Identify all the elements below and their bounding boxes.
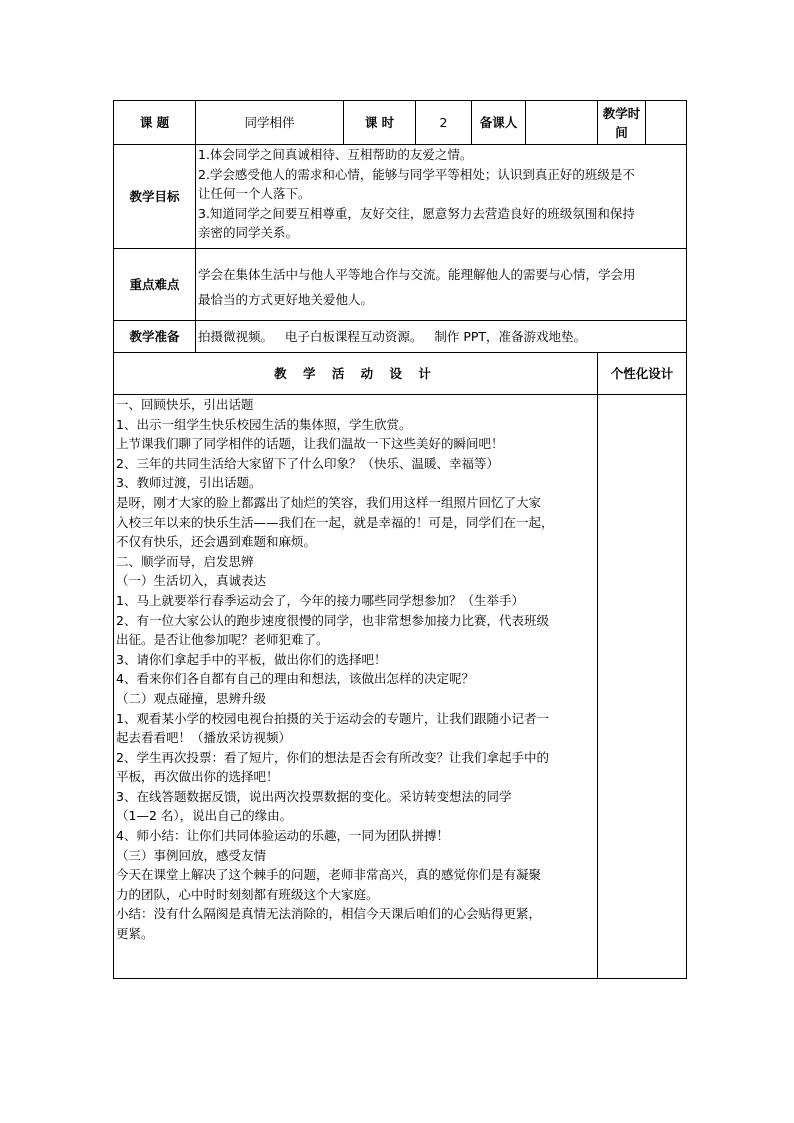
design-line: 1、观看某小学的校园电视台拍摄的关于运动会的专题片，让我们跟随小记者一 [116,710,549,726]
preparer-value [526,101,598,145]
topic-value: 同学相伴 [196,101,344,145]
design-line: 力的团队，心中时时刻刻都有班级这个大家庭。 [116,886,379,902]
design-line: 是呀，刚才大家的脸上都露出了灿烂的笑容，我们用这样一组照片回忆了大家 [116,494,542,510]
design-line: 入校三年以来的快乐生活——我们在一起，就是幸福的！可是，同学们在一起， [116,514,554,530]
prep-content: 拍摄微视频。 电子白板课程互动资源。 制作 PPT，准备游戏地垫。 [196,321,687,353]
time-label: 教学时间 [598,101,646,145]
goals-line: 亲密的同学关系。 [198,225,299,240]
goals-line: 3.知道同学之间要互相尊重，友好交往，愿意努力去营造良好的班级氛围和保持 [198,205,635,221]
design-line: 出征。是否让他参加呢？老师犯难了。 [116,632,329,648]
hours-label: 课 时 [344,101,416,145]
design-line: 2、三年的共同生活给大家留下了什么印象？（快乐、温暖、幸福等） [116,455,499,471]
goals-content [196,145,687,249]
design-line: 二、顺学而导，启发思辨 [116,553,254,569]
topic-label: 课 题 [114,101,196,145]
design-line: 3、请你们拿起手中的平板，做出你们的选择吧！ [116,651,387,667]
design-title: 教 学 活 动 设 计 [114,353,598,395]
goals-label: 教学目标 [114,145,196,249]
design-line: 1、马上就要举行春季运动会了，今年的接力哪些同学想参加？（生举手） [116,592,524,608]
design-line: 4、看来你们各自都有自己的理由和想法，该做出怎样的决定呢？ [116,671,474,687]
design-content [114,395,598,979]
keypoints-label: 重点难点 [114,249,196,321]
design-line: 4、师小结：让你们共同体验运动的乐趣，一同为团队拼搏！ [116,828,449,844]
design-line: （1—2 名），说出自己的缘由。 [116,808,293,824]
keypoints-content [196,249,687,321]
prep-label: 教学准备 [114,321,196,353]
design-line: 上节课我们聊了同学相伴的话题，让我们温故一下这些美好的瞬间吧！ [116,436,504,452]
keypoints-row [114,249,687,321]
lesson-plan-table [113,100,687,979]
design-line: 起去看看吧！（播放采访视频） [116,730,292,746]
goals-line: 2.学会感受他人的需求和心情，能够与同学平等相处；认识到真正好的班级是不 [198,166,635,182]
design-line: 更紧。 [116,926,154,942]
goals-line: 1.体会同学之间真诚相待、互相帮助的友爱之情。 [198,147,473,162]
design-line: 3、教师过渡，引出话题。 [116,475,262,491]
prep-row [114,321,687,353]
design-line: 2、学生再次投票：看了短片，你们的想法是否会有所改变？让我们拿起手中的 [116,749,549,765]
design-line: 不仅有快乐，还会遇到难题和麻烦。 [116,534,317,550]
keypoints-line: 最恰当的方式更好地关爱他人。 [198,291,374,307]
preparer-label: 备课人 [472,101,526,145]
design-line: 一、回顾快乐，引出话题 [116,397,254,412]
design-line: 3、在线答题数据反馈，说出两次投票数据的变化。采访转变想法的同学 [116,788,512,804]
personal-design-label: 个性化设计 [598,353,687,395]
design-line: 2、有一位大家公认的跑步速度很慢的同学，也非常想参加接力比赛，代表班级 [116,612,549,628]
design-line: （三）事例回放，感受友情 [116,847,267,863]
goals-row [114,145,687,249]
design-line: 小结：没有什么隔阂是真情无法消除的，相信今天课后咱们的心会贴得更紧， [116,906,542,922]
hours-value: 2 [416,101,472,145]
personal-design-content [598,395,687,979]
design-body-row [114,395,687,979]
keypoints-line: 学会在集体生活中与他人平等地合作与交流。能理解他人的需要与心情，学会用 [198,266,636,282]
design-line: （二）观点碰撞，思辨升级 [116,690,267,706]
design-line: 今天在课堂上解决了这个棘手的问题，老师非常高兴，真的感觉你们是有凝聚 [116,867,542,883]
time-value [646,101,687,145]
design-line: 1、出示一组学生快乐校园生活的集体照，学生欣赏。 [116,416,412,432]
design-line: （一）生活切入，真诚表达 [116,573,267,589]
design-line: 平板，再次做出你的选择吧！ [116,769,279,785]
goals-line: 让任何一个人落下。 [198,186,311,201]
design-header-row [114,353,687,395]
header-row [114,101,687,145]
